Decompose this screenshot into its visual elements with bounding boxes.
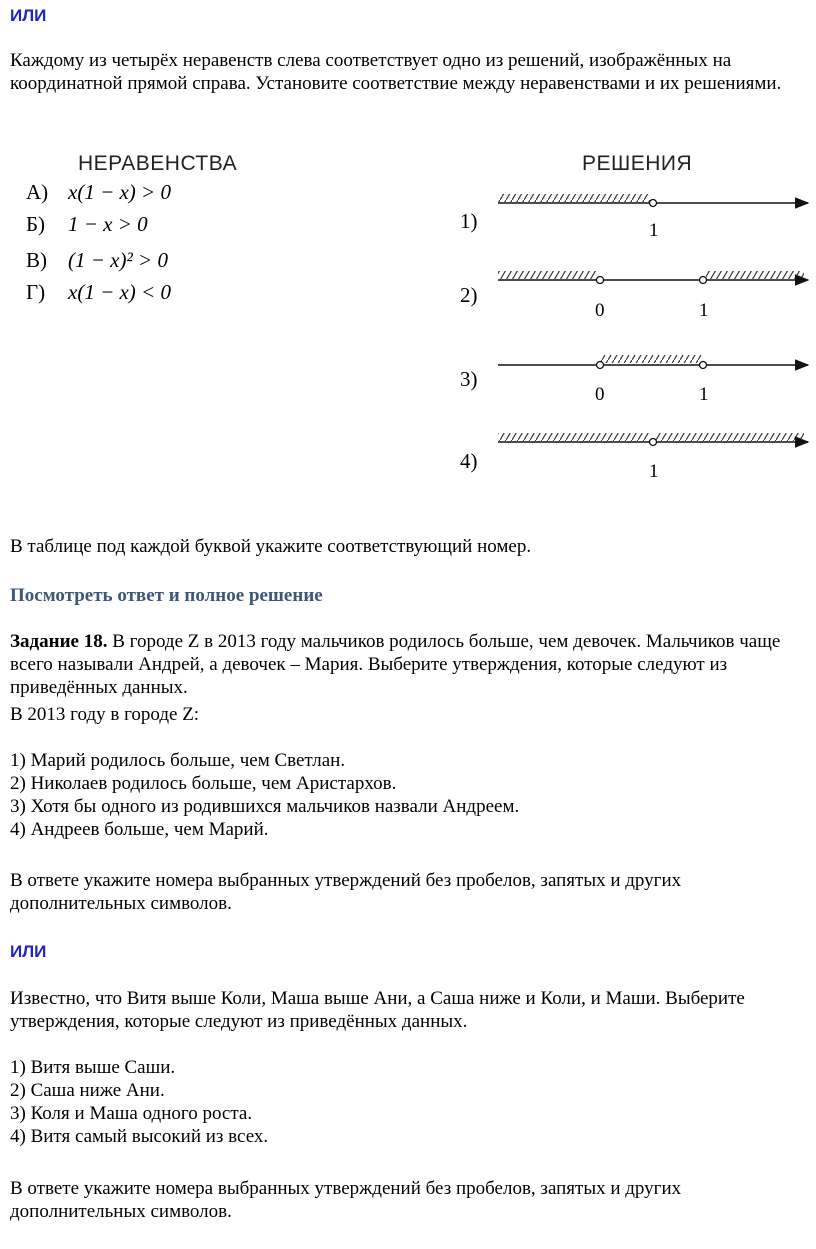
tick-label: 1 (699, 300, 709, 321)
list-item: 4) Андреев больше, чем Марий. (10, 819, 269, 840)
list-item: 2) Саша ниже Ани. (10, 1080, 165, 1101)
task-text: Каждому из четырёх неравенств слева соответствует одно из решений, изображённых на координатной прямой справа. Установите соответствие между неравенствами и их решениями. (10, 50, 782, 94)
tick-label: 0 (595, 384, 605, 405)
inequality-item-b: Б) 1 − x > 0 (26, 212, 148, 236)
alt-items (10, 1056, 800, 1148)
inequality-item-a: А) x(1 − x) > 0 (26, 180, 171, 204)
list-item: 3) Хотя бы одного из родившихся мальчиков назвали Андреем. (10, 796, 520, 817)
inequality-list (26, 178, 171, 306)
task18-answer-note: В ответе укажите номера выбранных утверждений без пробелов, запятых и других дополнительных символов. (10, 870, 682, 914)
open-point (597, 362, 604, 369)
task18-sub: В 2013 году в городе Z: (10, 704, 200, 725)
task18-body: В городе Z в 2013 году мальчиков родилось больше, чем девочек. Мальчиков чаще всего называли Андрей, а девочек – Мария. Выберите утверждения, которые следуют из приведённых данных. (10, 631, 781, 698)
inequality-item-d: Г) x(1 − x) < 0 (26, 280, 171, 304)
open-point (597, 277, 604, 284)
alt-text: Известно, что Витя выше Коли, Маша выше Ани, а Саша ниже и Коли, и Маши. Выберите утверждения, которые следуют из приведённых данных. (10, 988, 745, 1032)
open-point (650, 200, 657, 207)
hatch-region (706, 271, 804, 279)
tick-label: 1 (699, 384, 709, 405)
or-label-alt: ИЛИ (10, 942, 47, 961)
tick-label: 1 (649, 220, 659, 241)
solution-label-4: 4) (460, 449, 478, 473)
inequalities-header: НЕРАВЕНСТВА (78, 152, 238, 175)
tick-label: 1 (649, 461, 659, 482)
tick-label: 0 (595, 300, 605, 321)
task18-title: Задание 18. (10, 631, 108, 652)
solution-label-1: 1) (460, 209, 478, 233)
inequality-item-c: В) (1 − x)² > 0 (26, 248, 168, 272)
list-item: 2) Николаев родилось больше, чем Аристархов. (10, 773, 397, 794)
task18-text (10, 630, 800, 699)
or-label-top: ИЛИ (10, 6, 47, 25)
instruction-text: В таблице под каждой буквой укажите соответствующий номер. (10, 536, 532, 557)
alt-answer-note: В ответе укажите номера выбранных утверждений без пробелов, запятых и других дополнительных символов. (10, 1178, 682, 1222)
solution-label-2: 2) (460, 283, 478, 307)
list-item: 1) Витя выше Саши. (10, 1057, 176, 1078)
answer-link[interactable]: Посмотреть ответ и полное решение (10, 585, 323, 606)
list-item: 4) Витя самый высокий из всех. (10, 1126, 269, 1147)
open-point (700, 362, 707, 369)
solutions-figure (440, 180, 816, 490)
solution-label-3: 3) (460, 367, 478, 391)
hatch-region (498, 194, 650, 202)
task18-items (10, 749, 800, 841)
list-item: 1) Марий родилось больше, чем Светлан. (10, 750, 346, 771)
hatch-region (656, 433, 804, 441)
list-item: 3) Коля и Маша одного роста. (10, 1103, 253, 1124)
open-point (650, 439, 657, 446)
hatch-region (498, 433, 650, 441)
hatch-region (600, 355, 703, 363)
solutions-header: РЕШЕНИЯ (582, 152, 693, 175)
hatch-region (498, 271, 597, 279)
open-point (700, 277, 707, 284)
